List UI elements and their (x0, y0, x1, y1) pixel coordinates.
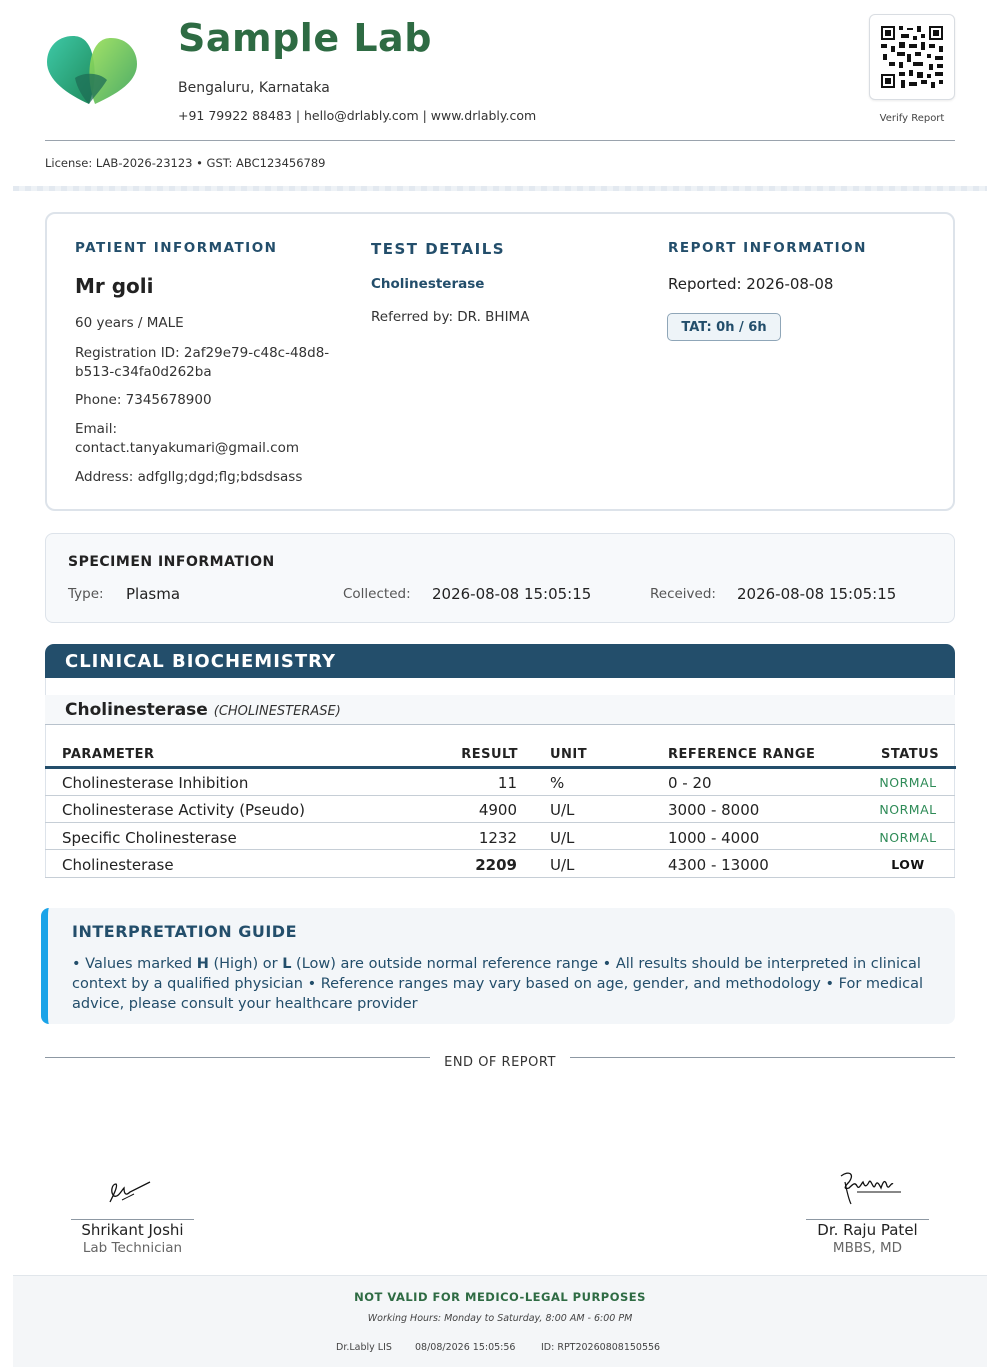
footer-system: Dr.Lably LIS (336, 1342, 392, 1353)
row-parameter: Cholinesterase Activity (Pseudo) (62, 801, 305, 819)
test-details-title: TEST DETAILS (371, 240, 506, 258)
row-status: NORMAL (879, 830, 937, 845)
section-title: CLINICAL BIOCHEMISTRY (65, 651, 337, 672)
row-unit: % (550, 774, 565, 792)
test-details-name: Cholinesterase (371, 276, 485, 292)
collected-label: Collected: (343, 586, 411, 602)
reported-date: Reported: 2026-08-08 (668, 275, 834, 293)
technician-role: Lab Technician (82, 1240, 183, 1256)
qr-code[interactable] (869, 14, 955, 100)
row-result: 4900 (478, 801, 517, 819)
lab-city: Bengaluru, Karnataka (178, 80, 330, 96)
signature-doctor (835, 1168, 905, 1212)
footer-warning: NOT VALID FOR MEDICO-LEGAL PURPOSES (354, 1290, 646, 1304)
patient-email: Email: contact.tanyakumari@gmail.com (75, 421, 299, 456)
row-result: 11 (497, 774, 517, 792)
specimen-title: SPECIMEN INFORMATION (68, 554, 275, 570)
lab-logo (45, 28, 140, 108)
col-unit: UNIT (550, 747, 588, 762)
row-status: NORMAL (879, 802, 937, 817)
col-reference-range: REFERENCE RANGE (668, 747, 816, 762)
end-of-report: END OF REPORT (444, 1055, 556, 1070)
col-parameter: PARAMETER (62, 747, 155, 762)
patient-section-title: PATIENT INFORMATION (75, 240, 278, 256)
patient-registration-id: Registration ID: 2af29e79-c48c-48d8- b513-c34fa0d262ba (75, 345, 330, 380)
footer-generated: 08/08/2026 15:05:56 (415, 1342, 516, 1353)
row-result: 1232 (478, 829, 517, 847)
lab-contact: +91 79922 88483 | hello@drlably.com | www.drlably.com (178, 108, 537, 123)
row-result-flagged: 2209 (475, 856, 517, 874)
row-unit: U/L (550, 801, 575, 819)
interpretation-text: • Values marked H (High) or L (Low) are outside normal reference range • All results should be interpreted in clinical context by a qualified physician • Reference ranges may vary based on age, gender, and methodology • For medical advice, please consult your healthcare provider (72, 956, 924, 1012)
received-value: 2026-08-08 15:05:15 (737, 585, 897, 603)
row-range: 4300 - 13000 (668, 856, 769, 874)
collected-value: 2026-08-08 15:05:15 (432, 585, 592, 603)
signature-line (71, 1219, 194, 1220)
row-range: 0 - 20 (668, 774, 712, 792)
row-unit: U/L (550, 856, 575, 874)
col-result: RESULT (461, 747, 518, 762)
interpretation-title: INTERPRETATION GUIDE (72, 922, 298, 941)
end-divider-right (570, 1057, 955, 1058)
header-band (13, 186, 987, 191)
specimen-type-label: Type: (68, 586, 104, 602)
footer-hours: Working Hours: Monday to Saturday, 8:00 AM - 6:00 PM (367, 1313, 633, 1324)
qr-code-icon (879, 24, 945, 90)
test-code: (CHOLINESTERASE) (213, 704, 341, 719)
row-range: 3000 - 8000 (668, 801, 760, 819)
lab-name: Sample Lab (178, 16, 432, 60)
technician-name: Shrikant Joshi (81, 1221, 184, 1239)
specimen-type: Plasma (126, 585, 181, 603)
signature-line (806, 1219, 929, 1220)
patient-age-sex: 60 years / MALE (75, 315, 184, 331)
patient-phone: Phone: 7345678900 (75, 392, 212, 408)
license-info: License: LAB-2026-23123 • GST: ABC123456789 (45, 156, 326, 170)
row-unit: U/L (550, 829, 575, 847)
received-label: Received: (650, 586, 716, 602)
row-parameter: Cholinesterase Inhibition (62, 774, 249, 792)
patient-name: Mr goli (75, 274, 154, 298)
specimen-card (45, 533, 955, 623)
footer-report-id: ID: RPT20260808150556 (541, 1342, 661, 1353)
row-parameter: Specific Cholinesterase (62, 829, 237, 847)
header-divider (45, 140, 955, 141)
patient-address: Address: adfgllg;dgd;flg;bdsdsass (75, 469, 303, 485)
row-range: 1000 - 4000 (668, 829, 760, 847)
tat-badge: TAT: 0h / 6h (667, 313, 781, 341)
verify-report-label: Verify Report (879, 113, 945, 124)
row-status: NORMAL (879, 775, 937, 790)
doctor-name: Dr. Raju Patel (817, 1221, 918, 1239)
row-parameter: Cholinesterase (62, 856, 174, 874)
report-info-title: REPORT INFORMATION (668, 240, 867, 256)
doctor-qualification: MBBS, MD (832, 1240, 903, 1256)
referred-by: Referred by: DR. BHIMA (371, 309, 530, 325)
col-status: STATUS (881, 747, 940, 762)
test-name: Cholinesterase (CHOLINESTERASE) (65, 700, 341, 720)
signature-technician (104, 1176, 154, 1212)
row-status-low: LOW (891, 857, 925, 872)
end-divider-left (45, 1057, 430, 1058)
